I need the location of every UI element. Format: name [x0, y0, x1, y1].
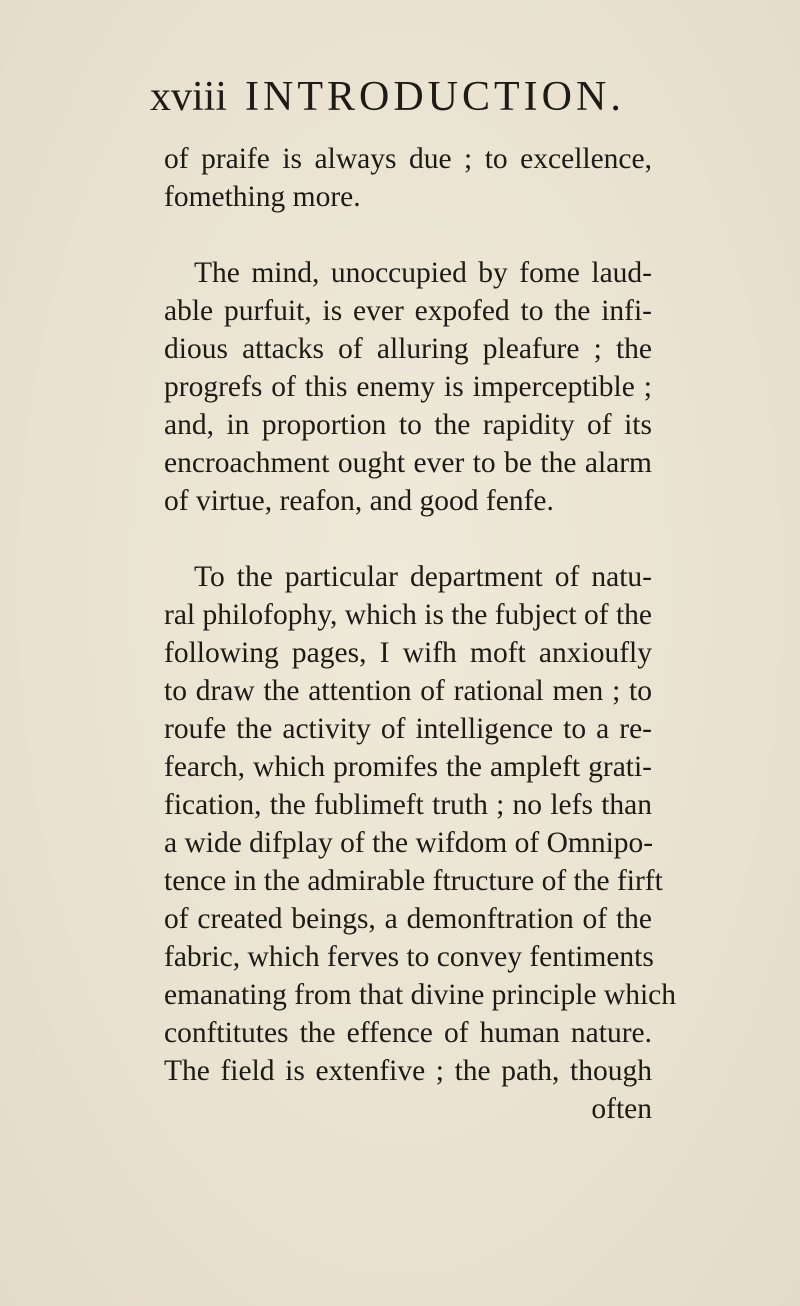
text-line: of praife is always due ; to excellence, — [164, 143, 652, 175]
paragraph-gap — [164, 216, 652, 254]
text-line: fomething more. — [164, 181, 361, 213]
text-line: able purfuit, is ever expofed to the infi- — [164, 295, 652, 327]
text-line: The field is extenfive ; the path, though — [164, 1055, 652, 1087]
text-line: The mind, unoccupied by fome laud- — [194, 257, 652, 289]
text-line: tence in the admirable ftructure of the firft — [164, 865, 663, 897]
text-line: and, in proportion to the rapidity of its — [164, 409, 652, 441]
catchword: often — [591, 1093, 652, 1125]
text-line: fabric, which ferves to convey fentiments — [164, 941, 654, 973]
text-line: encroachment ought ever to be the alarm — [164, 447, 652, 479]
text-line: of virtue, reafon, and good fenfe. — [164, 485, 554, 517]
text-line: following pages, I wifh moft anxioufly — [164, 637, 652, 669]
body-text — [164, 140, 677, 1128]
running-head — [150, 70, 670, 124]
text-line: fication, the fublimeft truth ; no lefs than — [164, 789, 652, 821]
text-line: of created beings, a demonftration of the — [164, 903, 652, 935]
text-line: fearch, which promifes the ampleft grati- — [164, 751, 652, 783]
text-line: to draw the attention of rational men ; to — [164, 675, 652, 707]
paragraph-gap — [164, 520, 652, 558]
text-line: a wide difplay of the wifdom of Omnipo- — [164, 827, 654, 859]
text-line: emanating from that divine principle which — [164, 979, 677, 1011]
text-line: roufe the activity of intelligence to a re- — [164, 713, 652, 745]
page-number: xviii — [150, 74, 228, 120]
text-line: To the particular department of natu- — [194, 561, 652, 593]
text-line: ral philofophy, which is the fubject of the — [164, 599, 652, 631]
running-head-title: INTRODUCTION. — [245, 74, 625, 120]
text-line: progrefs of this enemy is imperceptible ; — [164, 371, 652, 403]
text-line: dious attacks of alluring pleafure ; the — [164, 333, 652, 365]
text-line: conftitutes the effence of human nature. — [164, 1017, 652, 1049]
